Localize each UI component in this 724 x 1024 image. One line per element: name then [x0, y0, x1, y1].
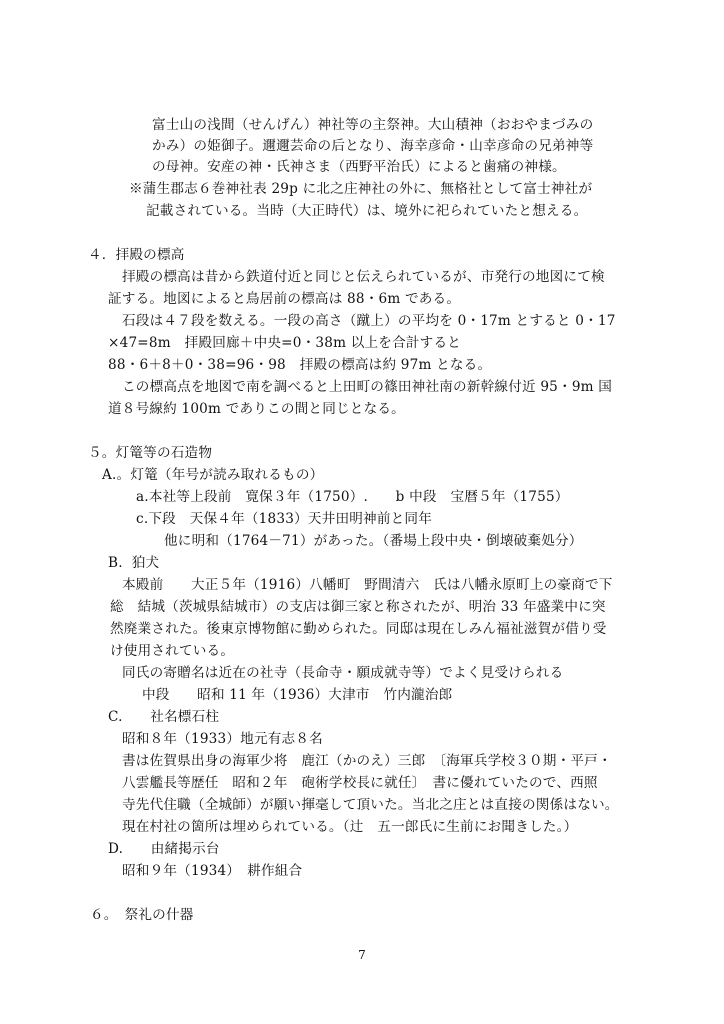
text-line: 昭和８年（1933）地元有志８名: [122, 731, 323, 747]
text-line: 本殿前 大正５年（1916）八幡町 野間清六 氏は八幡永原町上の豪商で下: [122, 577, 613, 593]
text-line: 然廃業された。後東京博物館に勤められた。同邸は現在しみん福祉滋賀が借り受: [110, 621, 607, 637]
text-line: 他に明和（1764－71）があった。（番場上段中央・倒壊破棄処分）: [164, 533, 583, 549]
text-line: a.本社等上段前 寛保３年（1750）. b 中段 宝暦５年（1755）: [136, 489, 569, 505]
text-line: の母神。安産の神・氏神さま（西野平治氏）によると歯痛の神様。: [152, 159, 566, 175]
text-line: ×47=8m 拝殿回廊＋中央=0・38m 以上を合計すると: [108, 335, 462, 351]
subsection-heading: B. 狛犬: [108, 555, 160, 571]
page-number: 7: [358, 948, 366, 962]
section-heading: ５。灯篭等の石造物: [88, 445, 213, 461]
text-line: 総 結城（茨城県結城市）の支店は御三家と称されたが、明治 33 年盛業中に突: [110, 599, 606, 615]
text-line: 石段は４７段を数える。一段の高さ（蹴上）の平均を 0・17m とすると 0・17: [122, 313, 616, 329]
section-heading: ４．拝殿の標高: [88, 247, 185, 263]
subsection-heading: A.。灯篭（年号が読み取れるもの）: [102, 467, 324, 483]
text-line: 同氏の寄贈名は近在の社寺（長命寺・願成就寺等）でよく見受けられる: [122, 665, 564, 681]
text-line: c.下段 天保４年（1833）天井田明神前と同年: [136, 511, 433, 527]
text-line: かみ）の姫御子。邇邇芸命の后となり、海幸彦命・山幸彦命の兄弟神等: [152, 138, 594, 154]
text-line: 中段 昭和 11 年（1936）大津市 竹内瀧治郎: [142, 687, 453, 703]
text-line: この標高点を地図で南を調べると上田町の篠田神社南の新幹線付近 95・9m 国: [122, 379, 613, 395]
text-line: 書は佐賀県出身の海軍少将 鹿江（かのえ）三郎 〔海軍兵学校３０期・平戸・: [122, 753, 612, 769]
text-line: 八雲艦長等歴任 昭和２年 砲術学校長に就任〕 書に優れていたので、西照: [122, 775, 598, 791]
subsection-heading: C. 社名標石柱: [108, 709, 220, 725]
text-line: 道８号線約 100m でありこの間と同じとなる。: [108, 401, 405, 417]
subsection-heading: D. 由緒掲示台: [108, 841, 220, 857]
text-line: 記載されている。当時（大正時代）は、境外に祀られていたと想える。: [146, 203, 588, 219]
text-line: ※蒲生郡志６巻神社表 29p に北之庄神社の外に、無格社として富士神社が: [129, 181, 593, 197]
text-line: 富士山の浅間（せんげん）神社等の主祭神。大山積神（おおやまづみの: [152, 117, 594, 133]
text-line: 88・6＋8＋0・38=96・98 拝殿の標高は約 97m となる。: [108, 357, 492, 373]
text-line: 証する。地図によると鳥居前の標高は 88・6m である。: [108, 291, 461, 307]
text-line: 拝殿の標高は昔から鉄道付近と同じと伝えられているが、市発行の地図にて検: [122, 269, 605, 285]
section-heading: ６。 祭礼の什器: [90, 907, 194, 923]
text-line: 寺先代住職（全城師）が願い揮毫して頂いた。当北之庄とは直接の関係はない。: [122, 797, 619, 813]
text-line: 現在村社の箇所は埋められている。（辻 五一郎氏に生前にお聞きした。）: [122, 819, 578, 835]
text-line: 昭和９年（1934） 耕作組合: [122, 863, 303, 879]
text-line: け使用されている。: [110, 643, 235, 659]
